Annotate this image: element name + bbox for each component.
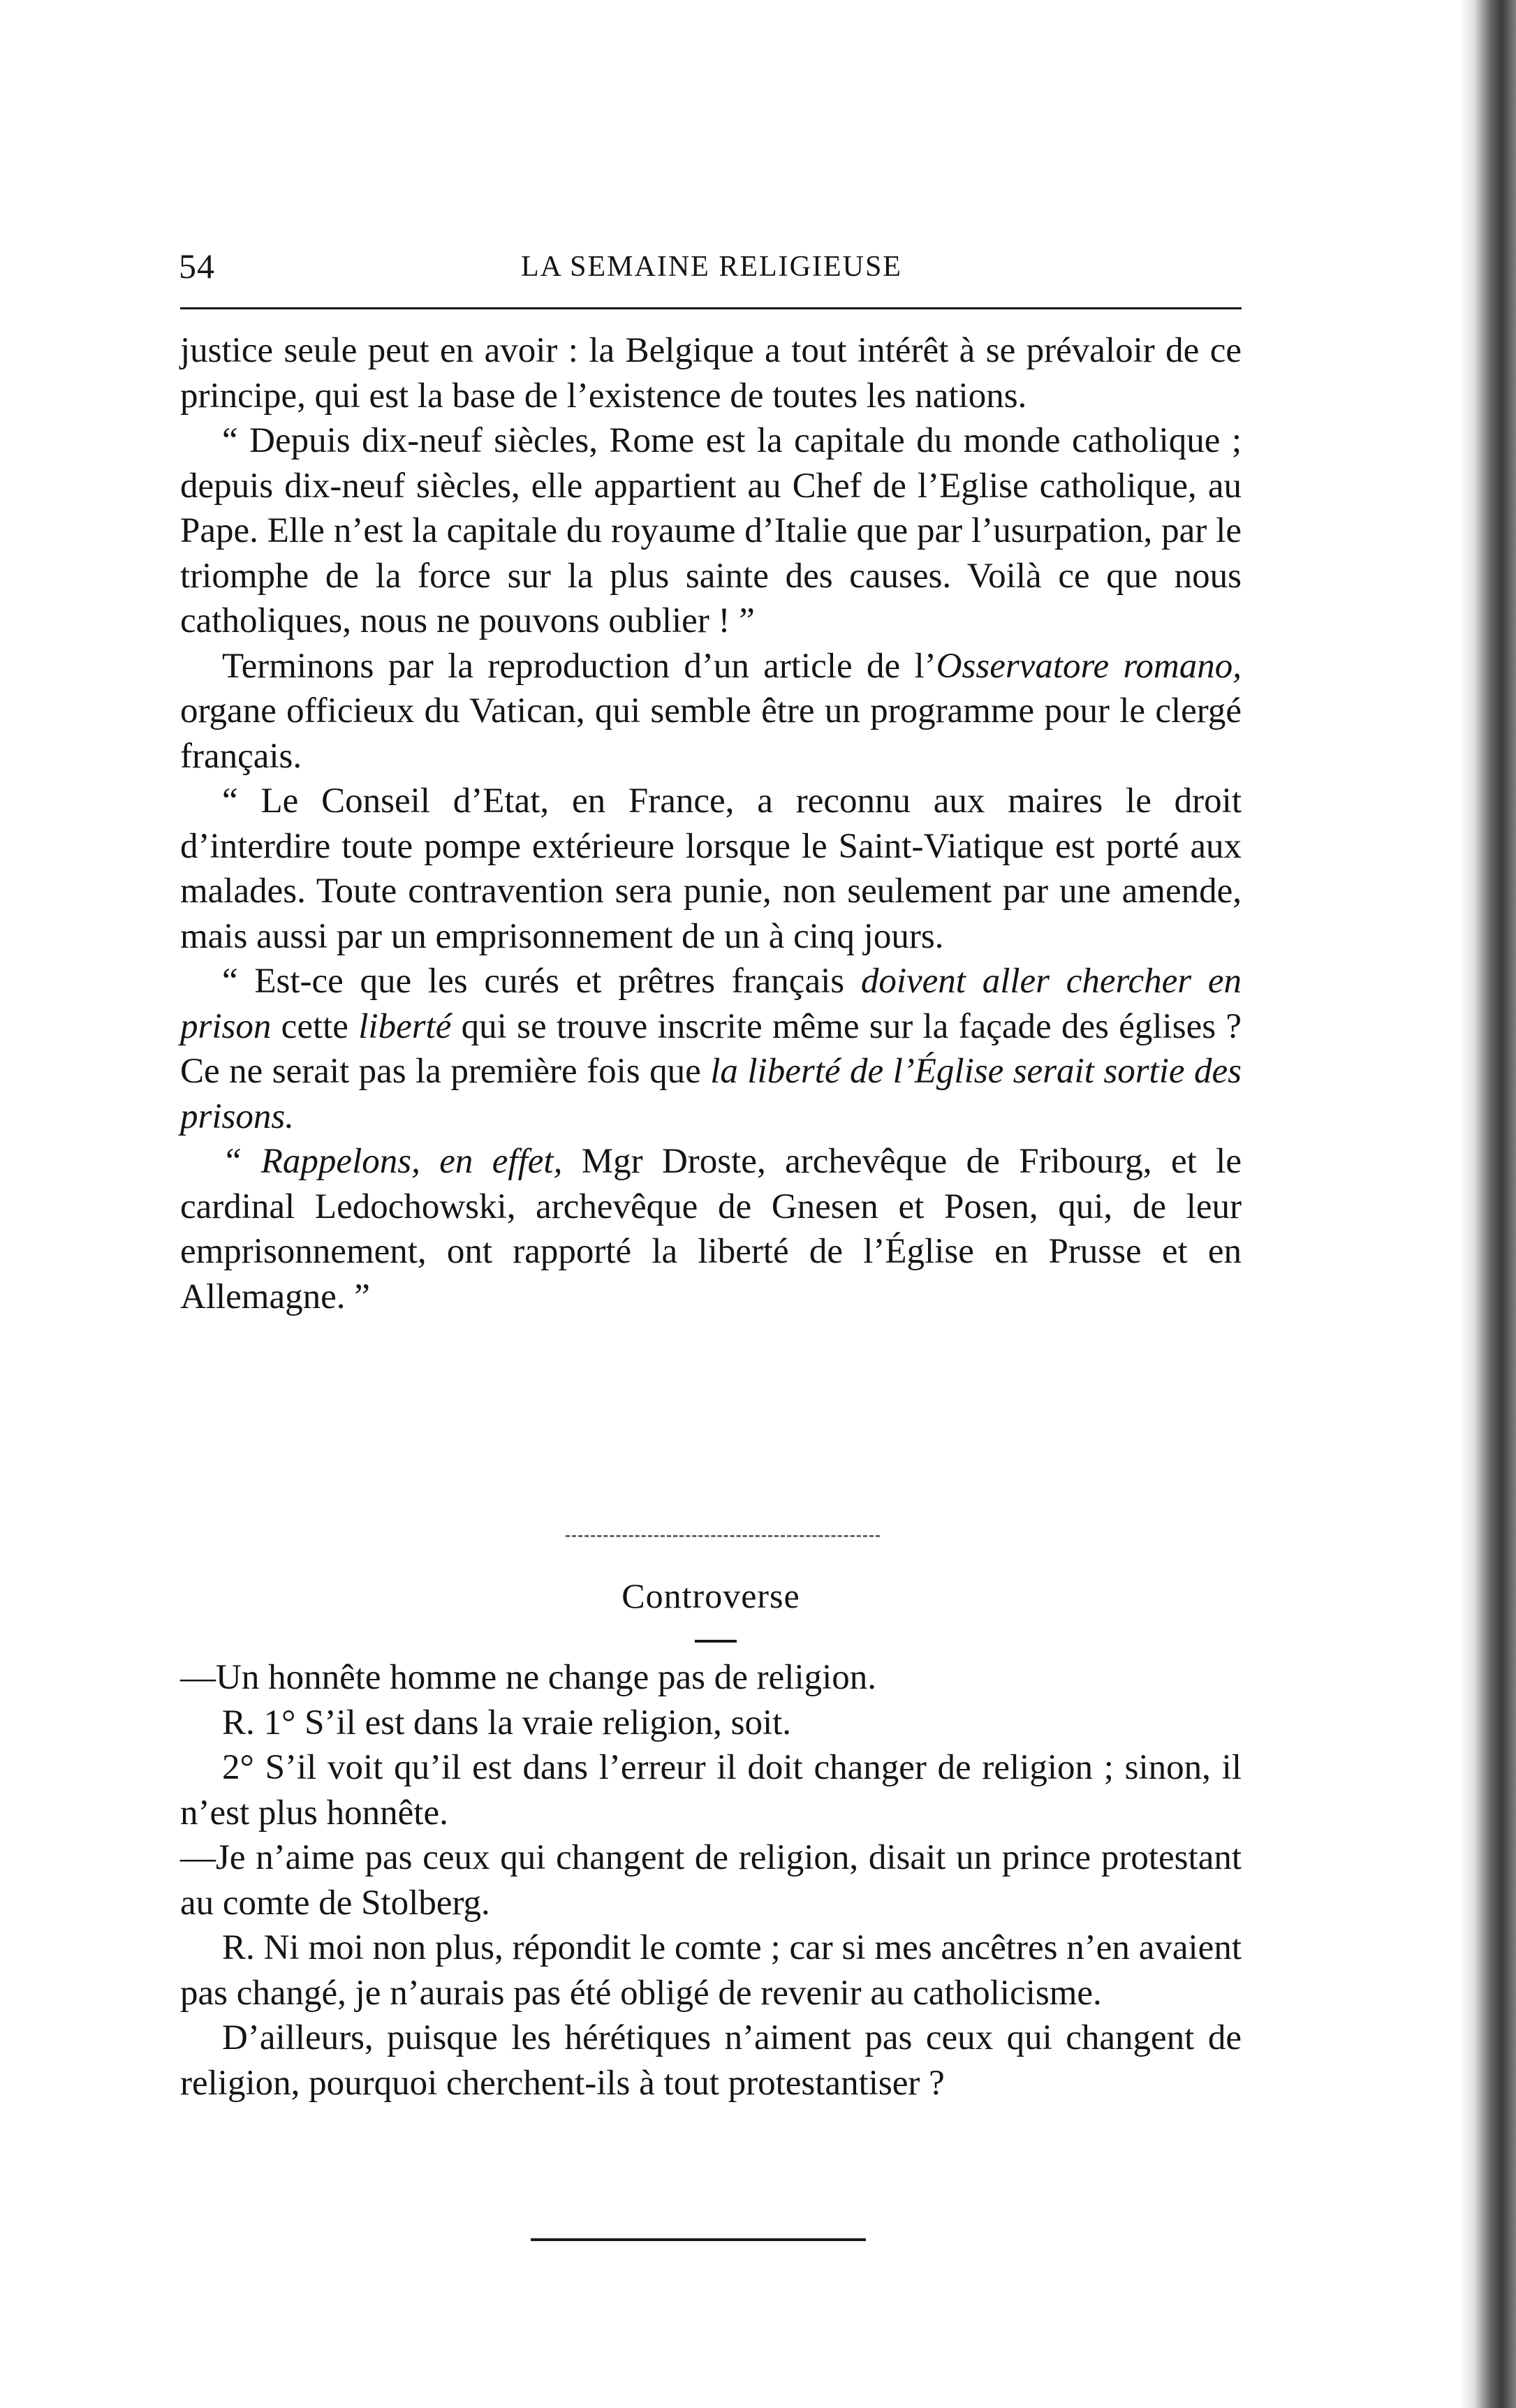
title-dash	[695, 1640, 737, 1643]
paragraph	[180, 959, 1242, 1139]
italic-text: liberté	[358, 1006, 452, 1046]
paragraph: —Un honnête homme ne change pas de religion.	[180, 1658, 877, 1697]
paragraph: R. Ni moi non plus, répondit le comte ; car si mes ancêtres n’en avaient pas changé, je n’aurais pas été obligé de revenir au catholicisme.	[180, 1928, 1242, 2013]
book-spine-shadow	[1460, 0, 1516, 2408]
text-run: “ Est-ce que les curés et prêtres français	[222, 962, 861, 1001]
section-separator	[566, 1535, 880, 1537]
paragraph	[180, 644, 1242, 779]
text-run: Mgr Droste, archevêque de Fribourg, et le cardinal Ledochowski, archevêque de Gnesen et Posen, qui, de leur emprisonnement, ont rapporté la liberté de l’Église en Prusse et en Allemagne. ”	[180, 1142, 1242, 1316]
article-body	[180, 328, 1242, 1319]
italic-text: Osservatore romano,	[936, 646, 1242, 686]
paragraph: D’ailleurs, puisque les hérétiques n’aiment pas ceux qui changent de religion, pourquoi cherchent-ils à tout protestantiser ?	[180, 2018, 1242, 2103]
paragraph: R. 1° S’il est dans la vraie religion, soit.	[222, 1703, 792, 1742]
text-run: cette	[271, 1006, 359, 1046]
paragraph: “ Depuis dix-neuf siècles, Rome est la capitale du monde catholique ; depuis dix-neuf siècles, elle appartient au Chef de l’Eglise catholique, au Pape. Elle n’est la capitale du royaume d’Italie que par l’usurpation, par le triomphe de la force sur la plus sainte des causes. Voilà ce que nous catholiques, nous ne pouvons oublier ! ”	[180, 421, 1242, 640]
paragraph: justice seule peut en avoir : la Belgique a tout intérêt à se prévaloir de ce principe, qui est la base de l’existence de toutes les nations.	[180, 331, 1242, 416]
paragraph: 2° S’il voit qu’il est dans l’erreur il doit changer de religion ; sinon, il n’est plus honnête.	[180, 1748, 1242, 1833]
controverse-body	[180, 1655, 1242, 2106]
text-run: qui se trouve inscrite même sur la façade des églises ? Ce ne serait pas la première fois que	[180, 1006, 1242, 1091]
italic-text: la liberté de l’Église serait sortie des prisons.	[180, 1052, 1242, 1136]
end-rule	[531, 2238, 866, 2241]
page-number: 54	[179, 247, 215, 286]
paragraph: “ Le Conseil d’Etat, en France, a reconnu aux maires le droit d’interdire toute pompe extérieure lorsque le Saint-Viatique est porté aux malades. Toute contravention sera punie, non seulement par une amende, mais aussi par un emprisonnement de un à cinq jours.	[180, 781, 1242, 956]
paragraph	[180, 1139, 1242, 1319]
text-run: organe officieux du Vatican, qui semble être un programme pour le clergé français.	[180, 691, 1242, 776]
page-header	[179, 246, 1240, 288]
section-title: Controverse	[621, 1576, 800, 1615]
paragraph: —Je n’aime pas ceux qui changent de religion, disait un prince protestant au comte de Stolberg.	[180, 1838, 1242, 1923]
header-rule	[180, 307, 1242, 309]
italic-text: doivent aller chercher en prison	[180, 962, 1242, 1046]
running-title: LA SEMAINE RELIGIEUSE	[521, 251, 902, 283]
italic-text: “ Rappelons, en effet,	[222, 1142, 563, 1181]
text-run: Terminons par la reproduction d’un article de l’	[222, 646, 936, 686]
